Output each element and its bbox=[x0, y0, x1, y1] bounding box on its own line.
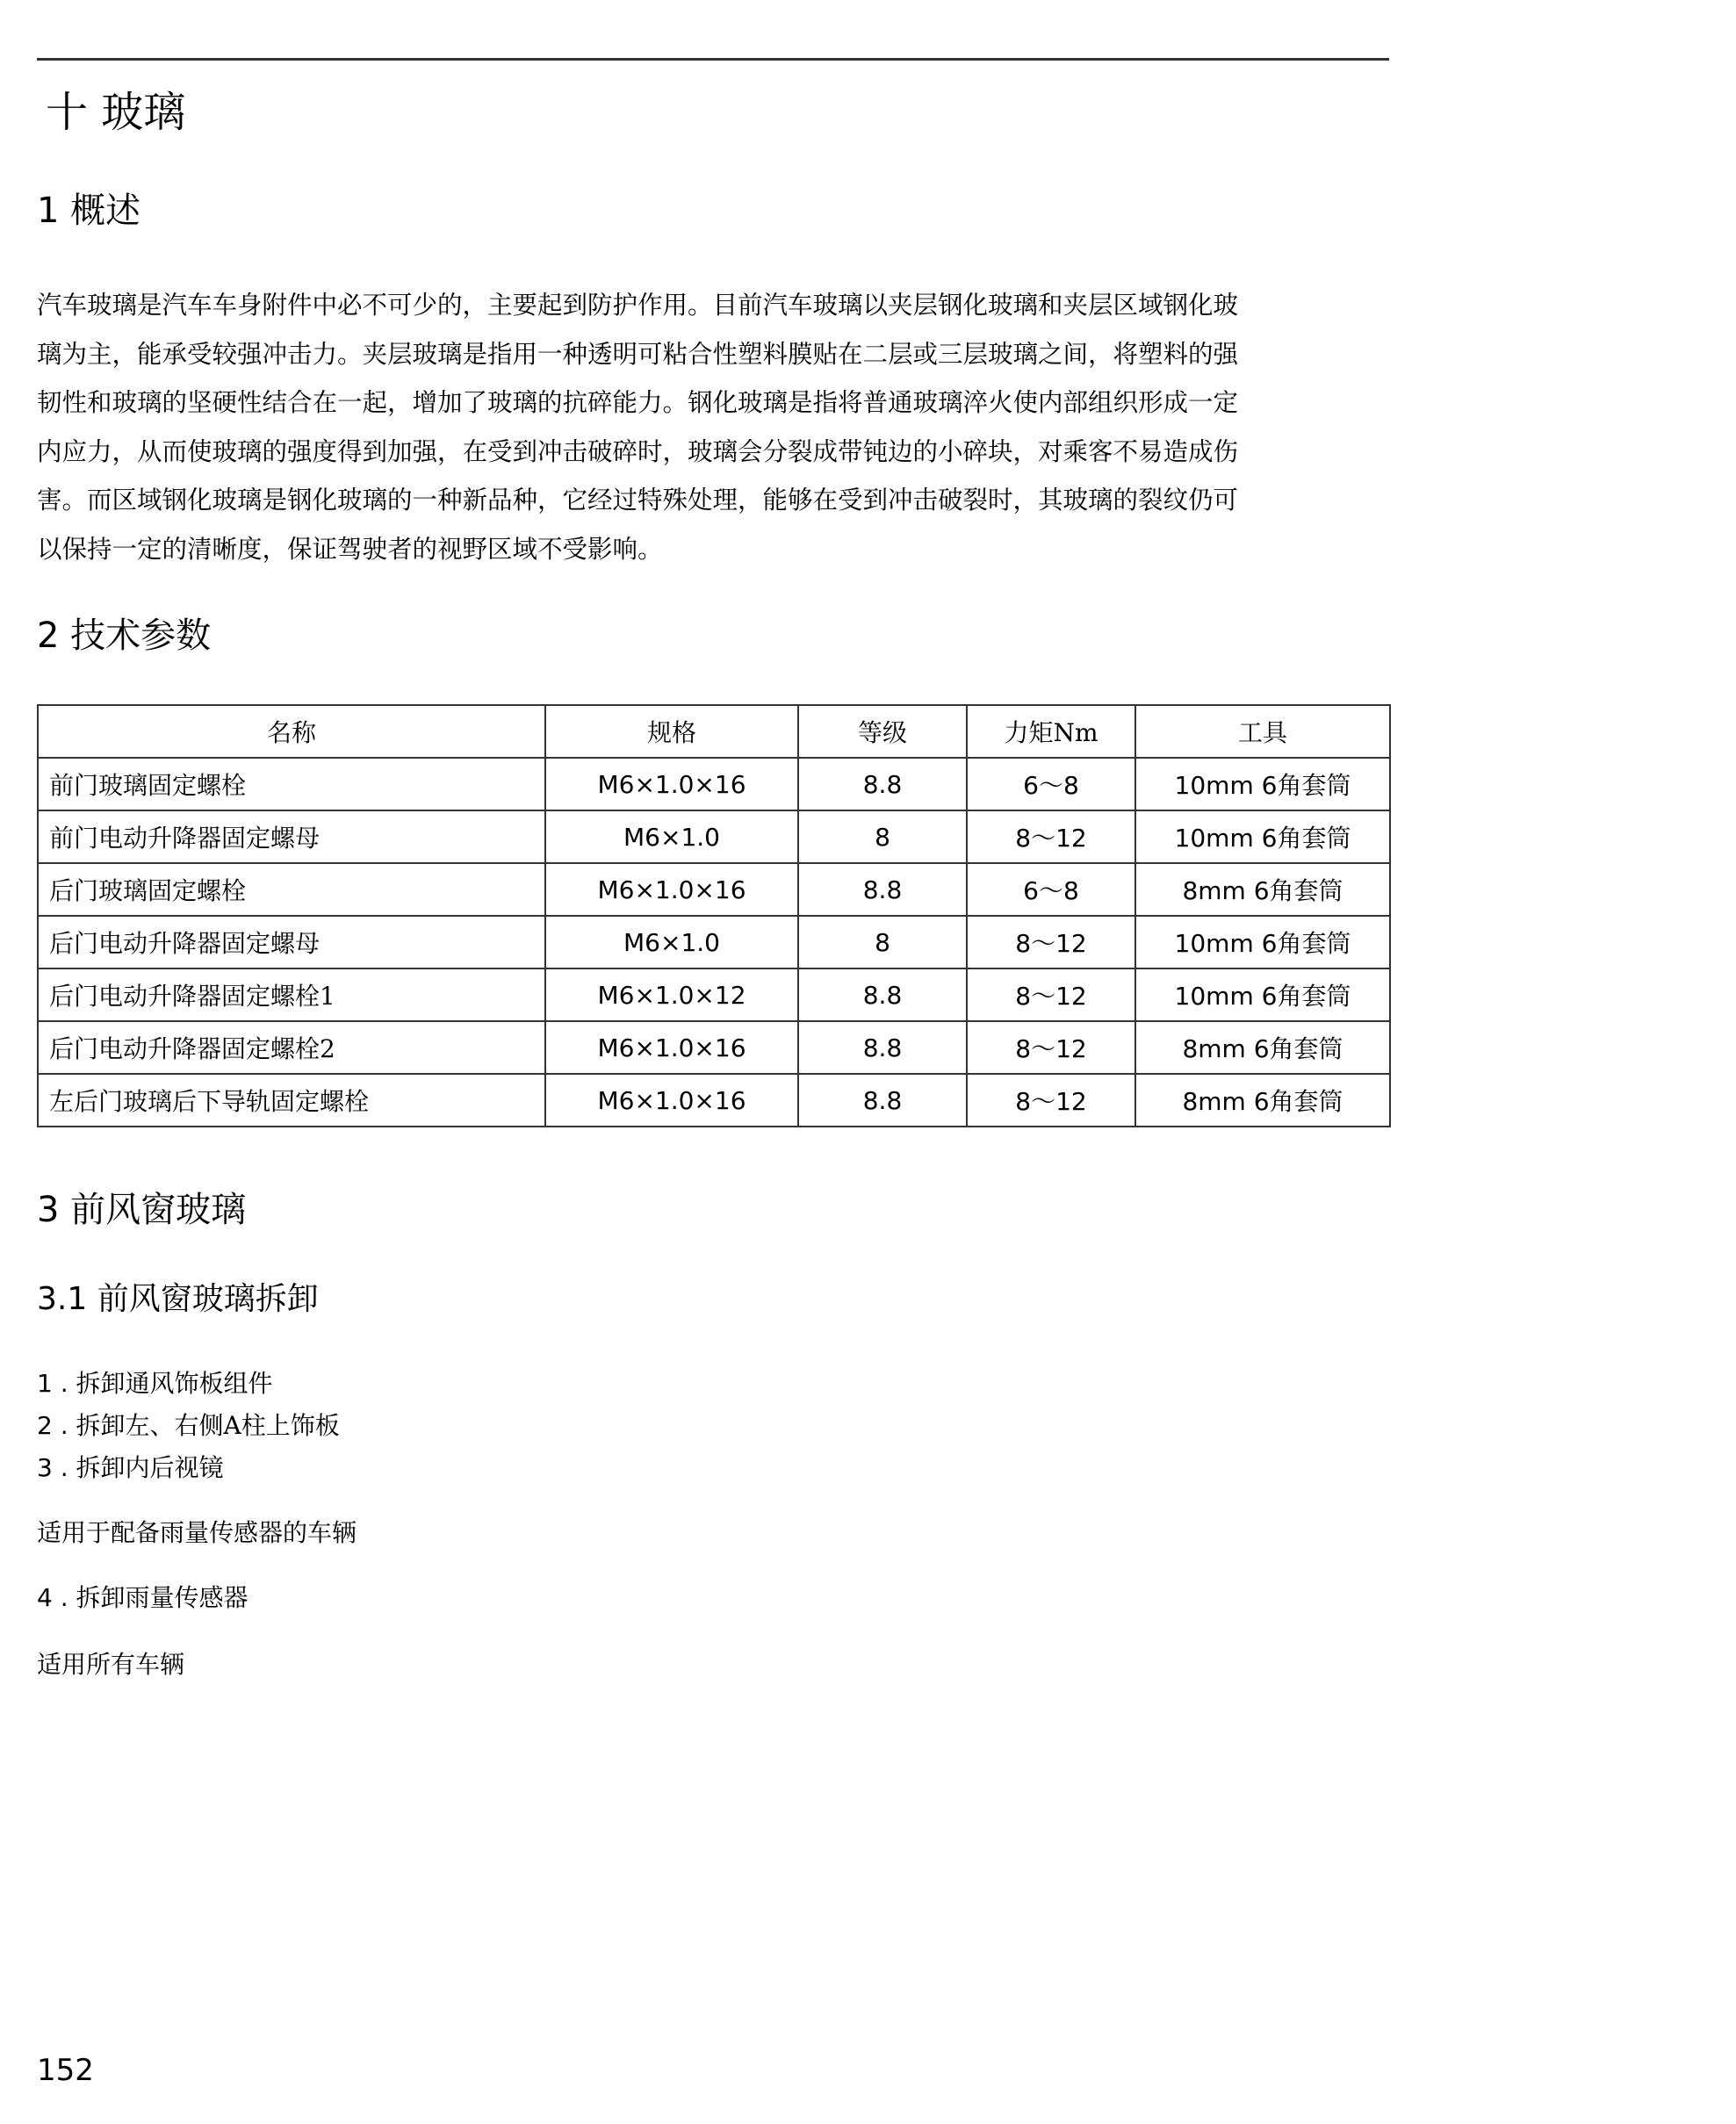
table-header-row bbox=[38, 705, 1390, 758]
cell-torque: 6～8 bbox=[967, 758, 1135, 810]
header-name: 名称 bbox=[38, 705, 545, 758]
overview-line: 汽车玻璃是汽车车身附件中必不可少的，主要起到防护作用。目前汽车玻璃以夹层钢化玻璃和夹层区域钢化玻 bbox=[37, 291, 1239, 320]
step-text: 拆卸通风饰板组件 bbox=[76, 1369, 273, 1398]
cell-torque: 8～12 bbox=[967, 916, 1135, 968]
section-2-heading: 2 技术参数 bbox=[37, 616, 212, 656]
step-text: 拆卸左、右侧A柱上饰板 bbox=[76, 1411, 340, 1440]
cell-torque: 8～12 bbox=[967, 1074, 1135, 1127]
table-row bbox=[38, 1074, 1390, 1127]
cell-grade: 8.8 bbox=[798, 1074, 967, 1127]
cell-name: 后门电动升降器固定螺母 bbox=[38, 916, 545, 968]
step-number: 1 bbox=[37, 1369, 53, 1398]
cell-grade: 8 bbox=[798, 810, 967, 863]
step-number: 3 bbox=[37, 1453, 53, 1482]
overview-paragraph bbox=[37, 281, 1389, 573]
table-row bbox=[38, 1021, 1390, 1074]
overview-line: 内应力，从而使玻璃的强度得到加强，在受到冲击破碎时，玻璃会分裂成带钝边的小碎块，对乘客不易造成伤 bbox=[37, 436, 1239, 466]
header-grade: 等级 bbox=[798, 705, 967, 758]
table-row bbox=[38, 810, 1390, 863]
step-1: 1 . 拆卸通风饰板组件 bbox=[37, 1369, 273, 1398]
cell-spec: M6×1.0×12 bbox=[545, 968, 798, 1021]
cell-name: 前门电动升降器固定螺母 bbox=[38, 810, 545, 863]
header-torque: 力矩Nm bbox=[967, 705, 1135, 758]
step-number: 2 bbox=[37, 1411, 53, 1440]
cell-name: 前门玻璃固定螺栓 bbox=[38, 758, 545, 810]
cell-grade: 8 bbox=[798, 916, 967, 968]
table-row bbox=[38, 863, 1390, 916]
cell-spec: M6×1.0 bbox=[545, 810, 798, 863]
cell-tool: 10mm 6角套筒 bbox=[1135, 916, 1390, 968]
top-rule bbox=[37, 58, 1389, 61]
step-2: 2 . 拆卸左、右侧A柱上饰板 bbox=[37, 1411, 340, 1440]
cell-torque: 8～12 bbox=[967, 1021, 1135, 1074]
cell-grade: 8.8 bbox=[798, 863, 967, 916]
section-1-heading: 1 概述 bbox=[37, 191, 141, 231]
overview-line: 害。而区域钢化玻璃是钢化玻璃的一种新品种，它经过特殊处理，能够在受到冲击破裂时，其玻璃的裂纹仍可 bbox=[37, 486, 1239, 515]
cell-tool: 8mm 6角套筒 bbox=[1135, 863, 1390, 916]
subsection-3-1-heading: 3.1 前风窗玻璃拆卸 bbox=[37, 1281, 319, 1317]
overview-line: 璃为主，能承受较强冲击力。夹层玻璃是指用一种透明可粘合性塑料膜贴在二层或三层玻璃之间，将塑料的强 bbox=[37, 339, 1239, 369]
table-row bbox=[38, 758, 1390, 810]
cell-spec: M6×1.0×16 bbox=[545, 1074, 798, 1127]
table-row bbox=[38, 968, 1390, 1021]
cell-name: 后门电动升降器固定螺栓1 bbox=[38, 968, 545, 1021]
step-3: 3 . 拆卸内后视镜 bbox=[37, 1453, 224, 1482]
note-all-vehicles: 适用所有车辆 bbox=[37, 1650, 185, 1679]
note-rain-sensor: 适用于配备雨量传感器的车辆 bbox=[37, 1518, 357, 1547]
spec-table bbox=[37, 704, 1391, 1127]
header-spec: 规格 bbox=[545, 705, 798, 758]
overview-line: 韧性和玻璃的坚硬性结合在一起，增加了玻璃的抗碎能力。钢化玻璃是指将普通玻璃淬火使内部组织形成一定 bbox=[37, 388, 1239, 417]
cell-tool: 8mm 6角套筒 bbox=[1135, 1021, 1390, 1074]
cell-name: 左后门玻璃后下导轨固定螺栓 bbox=[38, 1074, 545, 1127]
step-4: 4 . 拆卸雨量传感器 bbox=[37, 1583, 249, 1612]
step-text: 拆卸雨量传感器 bbox=[76, 1583, 249, 1612]
cell-tool: 10mm 6角套筒 bbox=[1135, 758, 1390, 810]
header-tool: 工具 bbox=[1135, 705, 1390, 758]
cell-spec: M6×1.0×16 bbox=[545, 758, 798, 810]
chapter-title: 十 玻璃 bbox=[46, 88, 186, 137]
cell-name: 后门玻璃固定螺栓 bbox=[38, 863, 545, 916]
cell-torque: 8～12 bbox=[967, 968, 1135, 1021]
cell-torque: 6～8 bbox=[967, 863, 1135, 916]
cell-grade: 8.8 bbox=[798, 758, 967, 810]
step-text: 拆卸内后视镜 bbox=[76, 1453, 224, 1482]
cell-tool: 8mm 6角套筒 bbox=[1135, 1074, 1390, 1127]
cell-grade: 8.8 bbox=[798, 1021, 967, 1074]
cell-tool: 10mm 6角套筒 bbox=[1135, 968, 1390, 1021]
section-3-heading: 3 前风窗玻璃 bbox=[37, 1190, 247, 1230]
cell-name: 后门电动升降器固定螺栓2 bbox=[38, 1021, 545, 1074]
page-number: 152 bbox=[37, 2053, 94, 2088]
table-row bbox=[38, 916, 1390, 968]
overview-line: 以保持一定的清晰度，保证驾驶者的视野区域不受影响。 bbox=[37, 534, 663, 564]
cell-spec: M6×1.0 bbox=[545, 916, 798, 968]
cell-torque: 8～12 bbox=[967, 810, 1135, 863]
step-number: 4 bbox=[37, 1583, 53, 1612]
cell-grade: 8.8 bbox=[798, 968, 967, 1021]
cell-spec: M6×1.0×16 bbox=[545, 863, 798, 916]
cell-tool: 10mm 6角套筒 bbox=[1135, 810, 1390, 863]
cell-spec: M6×1.0×16 bbox=[545, 1021, 798, 1074]
